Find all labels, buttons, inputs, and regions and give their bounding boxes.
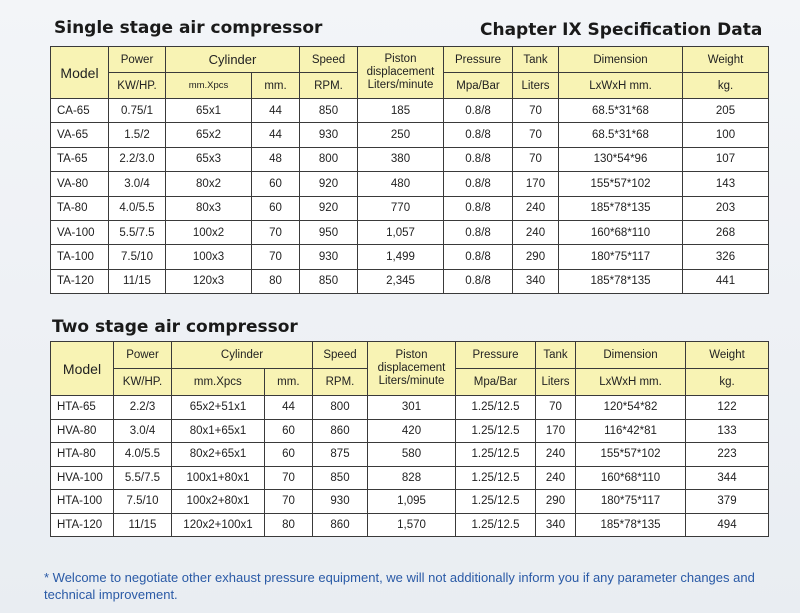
cell-power: 11/15 <box>114 513 172 537</box>
cell-cylinder-pcs: 80x3 <box>166 196 252 220</box>
cell-piston-displacement: 301 <box>368 396 456 420</box>
cell-cylinder-pcs: 120x3 <box>166 269 252 293</box>
cell-piston-displacement: 770 <box>358 196 444 220</box>
cell-speed: 920 <box>300 196 358 220</box>
cell-pressure: 1.25/12.5 <box>456 466 536 490</box>
cell-dimension: 185*78*135 <box>559 196 683 220</box>
cell-piston-displacement: 1,570 <box>368 513 456 537</box>
header-tank-unit: Liters <box>536 369 576 396</box>
cell-piston-displacement: 1,095 <box>368 490 456 514</box>
cell-tank: 170 <box>513 172 559 196</box>
cell-dimension: 116*42*81 <box>576 419 686 443</box>
cell-dimension: 155*57*102 <box>576 443 686 467</box>
cell-piston-displacement: 580 <box>368 443 456 467</box>
cell-tank: 340 <box>513 269 559 293</box>
cell-speed: 800 <box>300 147 358 171</box>
single-stage-title: Single stage air compressor <box>54 18 323 38</box>
cell-speed: 850 <box>300 269 358 293</box>
cell-cylinder-pcs: 80x1+65x1 <box>172 419 265 443</box>
cell-dimension: 68.5*31*68 <box>559 123 683 147</box>
cell-speed: 930 <box>300 123 358 147</box>
cell-speed: 860 <box>313 419 368 443</box>
cell-dimension: 185*78*135 <box>576 513 686 537</box>
cell-weight: 107 <box>683 147 769 171</box>
cell-tank: 240 <box>513 220 559 244</box>
cell-cylinder-pcs: 100x3 <box>166 245 252 269</box>
cell-tank: 70 <box>513 123 559 147</box>
header-cylinder-pcs: mm.Xpcs <box>172 369 265 395</box>
cell-cylinder-pcs: 65x1 <box>166 99 252 123</box>
header-pressure-unit: Mpa/Bar <box>444 73 513 99</box>
header-pressure: Pressure <box>456 342 536 369</box>
cell-tank: 70 <box>513 99 559 123</box>
cell-power: 4.0/5.5 <box>109 196 166 220</box>
cell-model: HTA-65 <box>51 396 114 420</box>
cell-cylinder-mm: 70 <box>252 245 300 269</box>
cell-pressure: 0.8/8 <box>444 99 513 123</box>
cell-model: TA-80 <box>51 196 109 220</box>
header-power-unit: KW/HP. <box>109 73 166 99</box>
cell-piston-displacement: 185 <box>358 99 444 123</box>
cell-model: TA-120 <box>51 269 109 293</box>
cell-dimension: 130*54*96 <box>559 147 683 171</box>
cell-weight: 133 <box>686 419 769 443</box>
header-dimension: Dimension <box>559 47 683 73</box>
cell-weight: 441 <box>683 269 769 293</box>
cell-tank: 290 <box>536 490 576 514</box>
two-stage-spec-table <box>50 341 769 537</box>
cell-speed: 930 <box>300 245 358 269</box>
cell-cylinder-mm: 80 <box>252 269 300 293</box>
header-cylinder: Cylinder <box>172 342 312 369</box>
cell-pressure: 0.8/8 <box>444 220 513 244</box>
cell-model: TA-65 <box>51 147 109 171</box>
cell-dimension: 155*57*102 <box>559 172 683 196</box>
header-tank-unit: Liters <box>513 73 559 99</box>
cell-power: 3.0/4 <box>114 419 172 443</box>
cell-cylinder-mm: 44 <box>252 99 300 123</box>
header-cylinder-sub <box>172 369 312 395</box>
table-row <box>51 123 769 147</box>
table-row <box>51 220 769 244</box>
cell-cylinder-mm: 80 <box>265 513 313 537</box>
table-row <box>51 419 769 443</box>
cell-cylinder-pcs: 100x1+80x1 <box>172 466 265 490</box>
cell-dimension: 68.5*31*68 <box>559 99 683 123</box>
cell-power: 1.5/2 <box>109 123 166 147</box>
cell-cylinder-mm: 60 <box>252 196 300 220</box>
cell-tank: 240 <box>513 196 559 220</box>
cell-pressure: 1.25/12.5 <box>456 419 536 443</box>
cell-tank: 240 <box>536 443 576 467</box>
cell-dimension: 120*54*82 <box>576 396 686 420</box>
table-row <box>51 396 769 420</box>
cell-cylinder-mm: 48 <box>252 147 300 171</box>
header-model: Model <box>51 47 109 99</box>
header-power: Power <box>109 47 166 73</box>
cell-tank: 70 <box>536 396 576 420</box>
cell-cylinder-pcs: 65x2 <box>166 123 252 147</box>
cell-piston-displacement: 828 <box>368 466 456 490</box>
cell-pressure: 0.8/8 <box>444 196 513 220</box>
cell-cylinder-mm: 44 <box>265 396 313 420</box>
cell-power: 7.5/10 <box>114 490 172 514</box>
header-cylinder-mm: mm. <box>252 73 300 99</box>
cell-pressure: 1.25/12.5 <box>456 513 536 537</box>
header-dimension-unit: LxWxH mm. <box>559 73 683 99</box>
cell-model: TA-100 <box>51 245 109 269</box>
cell-tank: 70 <box>513 147 559 171</box>
cell-speed: 950 <box>300 220 358 244</box>
cell-weight: 205 <box>683 99 769 123</box>
header-model: Model <box>51 342 114 396</box>
cell-model: HVA-100 <box>51 466 114 490</box>
cell-dimension: 180*75*117 <box>559 245 683 269</box>
cell-pressure: 1.25/12.5 <box>456 443 536 467</box>
cell-weight: 122 <box>686 396 769 420</box>
header-weight: Weight <box>686 342 769 369</box>
footnote: * Welcome to negotiate other exhaust pressure equipment, we will not additionally inform you if any parameter changes and technical improvement. <box>44 570 755 602</box>
table-row <box>51 443 769 467</box>
header-cylinder: Cylinder <box>166 47 300 73</box>
cell-cylinder-pcs: 80x2+65x1 <box>172 443 265 467</box>
table-row <box>51 490 769 514</box>
cell-cylinder-mm: 60 <box>265 419 313 443</box>
cell-model: VA-100 <box>51 220 109 244</box>
cell-cylinder-mm: 44 <box>252 123 300 147</box>
cell-speed: 850 <box>313 466 368 490</box>
cell-tank: 340 <box>536 513 576 537</box>
cell-model: HTA-80 <box>51 443 114 467</box>
cell-cylinder-pcs: 100x2 <box>166 220 252 244</box>
header-dimension: Dimension <box>576 342 686 369</box>
cell-model: HVA-80 <box>51 419 114 443</box>
header-piston-displacement: Piston displacement Liters/minute <box>358 47 444 99</box>
header-speed-unit: RPM. <box>313 369 368 396</box>
cell-dimension: 160*68*110 <box>576 466 686 490</box>
cell-piston-displacement: 250 <box>358 123 444 147</box>
cell-weight: 203 <box>683 196 769 220</box>
header-dimension-unit: LxWxH mm. <box>576 369 686 396</box>
cell-weight: 379 <box>686 490 769 514</box>
header-speed-unit: RPM. <box>300 73 358 99</box>
table-row <box>51 99 769 123</box>
cell-cylinder-pcs: 65x2+51x1 <box>172 396 265 420</box>
header-pressure-unit: Mpa/Bar <box>456 369 536 396</box>
table-row <box>51 245 769 269</box>
cell-piston-displacement: 380 <box>358 147 444 171</box>
cell-model: HTA-120 <box>51 513 114 537</box>
cell-cylinder-pcs: 65x3 <box>166 147 252 171</box>
cell-cylinder-mm: 60 <box>252 172 300 196</box>
cell-piston-displacement: 1,499 <box>358 245 444 269</box>
cell-weight: 143 <box>683 172 769 196</box>
cell-pressure: 0.8/8 <box>444 245 513 269</box>
cell-weight: 100 <box>683 123 769 147</box>
two-stage-title: Two stage air compressor <box>52 317 298 337</box>
header-speed: Speed <box>300 47 358 73</box>
cell-power: 3.0/4 <box>109 172 166 196</box>
cell-piston-displacement: 1,057 <box>358 220 444 244</box>
table-row <box>51 147 769 171</box>
header-cylinder-pcs: mm.Xpcs <box>166 73 252 99</box>
cell-weight: 268 <box>683 220 769 244</box>
cell-pressure: 0.8/8 <box>444 123 513 147</box>
cell-power: 5.5/7.5 <box>109 220 166 244</box>
cell-pressure: 0.8/8 <box>444 269 513 293</box>
cell-dimension: 160*68*110 <box>559 220 683 244</box>
cell-power: 2.2/3.0 <box>109 147 166 171</box>
chapter-title: Chapter IX Specification Data <box>480 20 763 40</box>
cell-cylinder-mm: 70 <box>265 466 313 490</box>
cell-weight: 494 <box>686 513 769 537</box>
cell-speed: 920 <box>300 172 358 196</box>
cell-speed: 860 <box>313 513 368 537</box>
cell-pressure: 1.25/12.5 <box>456 396 536 420</box>
cell-weight: 326 <box>683 245 769 269</box>
cell-piston-displacement: 420 <box>368 419 456 443</box>
cell-piston-displacement: 480 <box>358 172 444 196</box>
cell-tank: 290 <box>513 245 559 269</box>
header-piston-displacement: Piston displacement Liters/minute <box>368 342 456 396</box>
cell-speed: 800 <box>313 396 368 420</box>
table-row <box>51 269 769 293</box>
cell-tank: 240 <box>536 466 576 490</box>
header-tank: Tank <box>536 342 576 369</box>
cell-cylinder-mm: 70 <box>252 220 300 244</box>
header-weight: Weight <box>683 47 769 73</box>
cell-weight: 223 <box>686 443 769 467</box>
cell-pressure: 1.25/12.5 <box>456 490 536 514</box>
cell-speed: 875 <box>313 443 368 467</box>
header-power-unit: KW/HP. <box>114 369 172 396</box>
cell-speed: 930 <box>313 490 368 514</box>
single-stage-spec-table <box>50 46 769 294</box>
table-row <box>51 466 769 490</box>
cell-dimension: 185*78*135 <box>559 269 683 293</box>
cell-power: 2.2/3 <box>114 396 172 420</box>
table-row <box>51 172 769 196</box>
header-cylinder-group <box>172 342 313 396</box>
header-speed: Speed <box>313 342 368 369</box>
header-weight-unit: kg. <box>686 369 769 396</box>
cell-cylinder-mm: 70 <box>265 490 313 514</box>
cell-cylinder-mm: 60 <box>265 443 313 467</box>
cell-tank: 170 <box>536 419 576 443</box>
table-row <box>51 196 769 220</box>
cell-model: CA-65 <box>51 99 109 123</box>
cell-model: VA-80 <box>51 172 109 196</box>
cell-cylinder-pcs: 100x2+80x1 <box>172 490 265 514</box>
cell-cylinder-pcs: 120x2+100x1 <box>172 513 265 537</box>
header-power: Power <box>114 342 172 369</box>
header-weight-unit: kg. <box>683 73 769 99</box>
cell-power: 0.75/1 <box>109 99 166 123</box>
cell-dimension: 180*75*117 <box>576 490 686 514</box>
table-row <box>51 513 769 537</box>
cell-power: 4.0/5.5 <box>114 443 172 467</box>
cell-piston-displacement: 2,345 <box>358 269 444 293</box>
cell-model: VA-65 <box>51 123 109 147</box>
cell-power: 5.5/7.5 <box>114 466 172 490</box>
cell-pressure: 0.8/8 <box>444 172 513 196</box>
cell-model: HTA-100 <box>51 490 114 514</box>
header-cylinder-mm: mm. <box>277 376 300 388</box>
cell-power: 7.5/10 <box>109 245 166 269</box>
cell-pressure: 0.8/8 <box>444 147 513 171</box>
cell-power: 11/15 <box>109 269 166 293</box>
header-pressure: Pressure <box>444 47 513 73</box>
cell-speed: 850 <box>300 99 358 123</box>
header-tank: Tank <box>513 47 559 73</box>
cell-weight: 344 <box>686 466 769 490</box>
cell-cylinder-pcs: 80x2 <box>166 172 252 196</box>
